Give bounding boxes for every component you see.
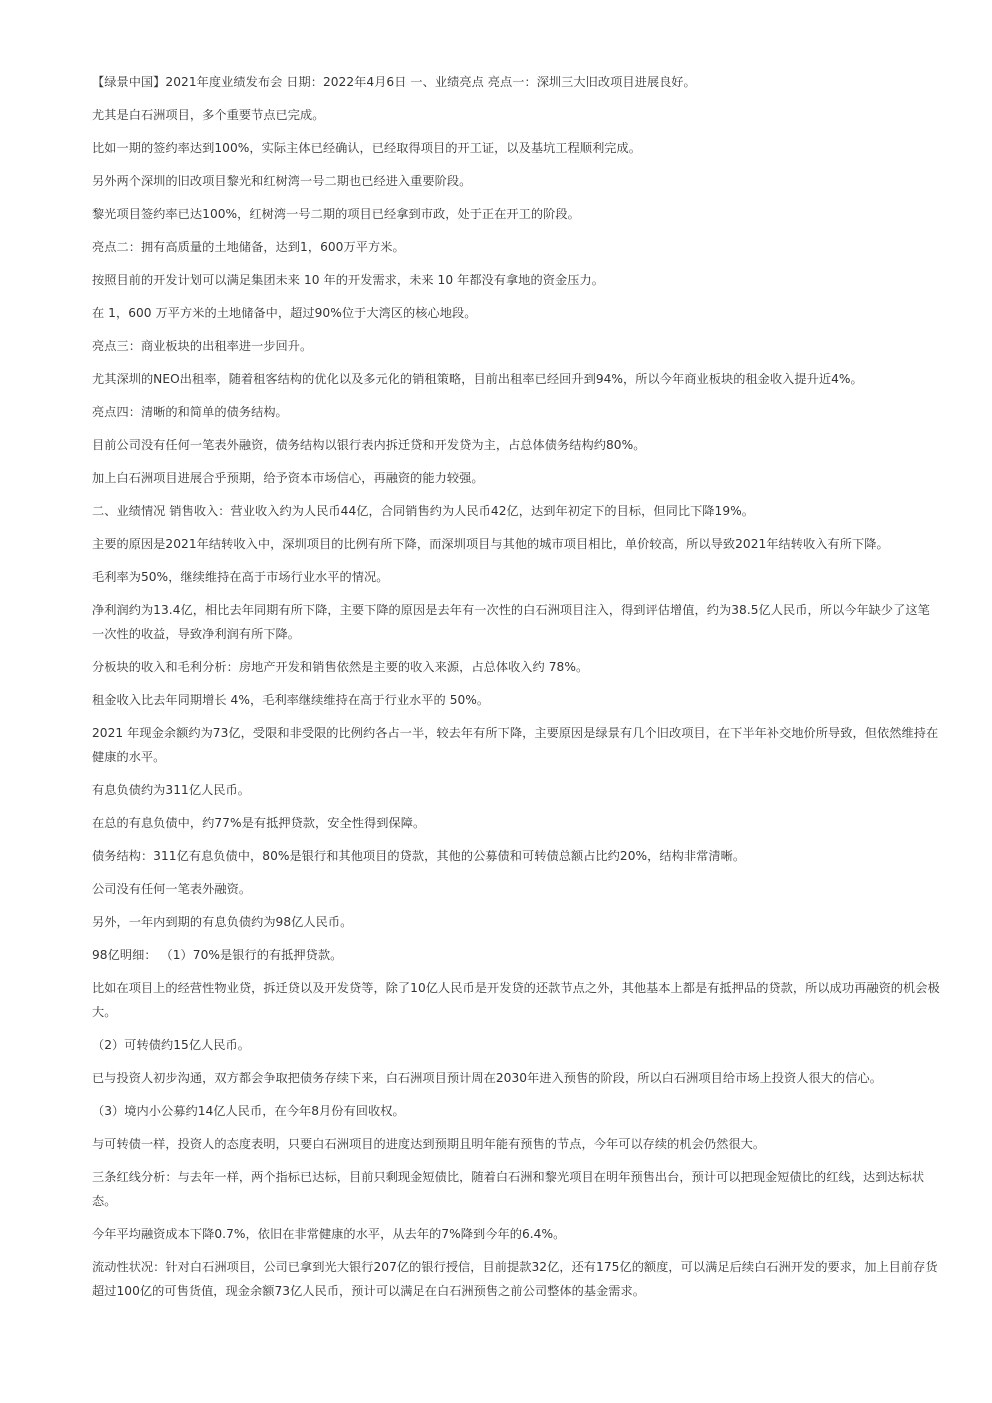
paragraph: 租金收入比去年同期增长 4%，毛利率继续维持在高于行业水平的 50%。 xyxy=(92,693,490,707)
paragraph: 三条红线分析：与去年一样，两个指标已达标，目前只剩现金短债比，随着白石洲和黎光项目在明年预售出台，预计可以把现金短债比的红线，达到达标状态。 xyxy=(92,1170,925,1208)
paragraph: 比如在项目上的经营性物业贷，拆迁贷以及开发贷等，除了10亿人民币是开发贷的还款节点之外，其他基本上都是有抵押品的贷款，所以成功再融资的机会极大。 xyxy=(92,981,940,1019)
paragraph: 按照目前的开发计划可以满足集团未来 10 年的开发需求，未来 10 年都没有拿地的资金压力。 xyxy=(92,273,604,287)
paragraph: 另外两个深圳的旧改项目黎光和红树湾一号二期也已经进入重要阶段。 xyxy=(92,174,472,188)
paragraph: 尤其深圳的NEO出租率，随着租客结构的优化以及多元化的销租策略，目前出租率已经回升到94%，所以今年商业板块的租金收入提升近4%。 xyxy=(92,372,863,386)
paragraph: 债务结构：311亿有息负债中，80%是银行和其他项目的贷款，其他的公募债和可转债总额占比约20%，结构非常清晰。 xyxy=(92,849,746,863)
paragraph: 另外，一年内到期的有息负债约为98亿人民币。 xyxy=(92,915,353,929)
paragraph: 公司没有任何一笔表外融资。 xyxy=(92,882,252,896)
paragraph: 目前公司没有任何一笔表外融资，债务结构以银行表内拆迁贷和开发贷为主，占总体债务结构约80%。 xyxy=(92,438,646,452)
paragraph: 比如一期的签约率达到100%，实际主体已经确认，已经取得项目的开工证，以及基坑工程顺利完成。 xyxy=(92,141,642,155)
paragraph: 【绿景中国】2021年度业绩发布会 日期：2022年4月6日 一、业绩亮点 亮点一：深圳三大旧改项目进展良好。 xyxy=(92,75,696,89)
paragraph: 已与投资人初步沟通，双方都会争取把债务存续下来，白石洲项目预计周在2030年进入预售的阶段，所以白石洲项目给市场上投资人很大的信心。 xyxy=(92,1071,882,1085)
paragraph: 在 1，600 万平方米的土地储备中，超过90%位于大湾区的核心地段。 xyxy=(92,306,477,320)
paragraph: 亮点二：拥有高质量的土地储备，达到1，600万平方米。 xyxy=(92,240,405,254)
paragraph: 今年平均融资成本下降0.7%，依旧在非常健康的水平，从去年的7%降到今年的6.4%。 xyxy=(92,1227,566,1241)
paragraph: 二、业绩情况 销售收入：营业收入约为人民币44亿，合同销售约为人民币42亿，达到年初定下的目标，但同比下降19%。 xyxy=(92,504,755,518)
paragraph: 净利润约为13.4亿，相比去年同期有所下降，主要下降的原因是去年有一次性的白石洲项目注入，得到评估增值，约为38.5亿人民币，所以今年缺少了这笔一次性的收益，导致净利润有所下降。 xyxy=(92,603,930,641)
paragraph: （3）境内小公募约14亿人民币，在今年8月份有回收权。 xyxy=(92,1104,405,1118)
paragraph: 主要的原因是2021年结转收入中，深圳项目的比例有所下降，而深圳项目与其他的城市项目相比，单价较高，所以导致2021年结转收入有所下降。 xyxy=(92,537,889,551)
paragraph: 黎光项目签约率已达100%，红树湾一号二期的项目已经拿到市政，处于正在开工的阶段。 xyxy=(92,207,580,221)
paragraph: 分板块的收入和毛利分析：房地产开发和销售依然是主要的收入来源，占总体收入约 78%。 xyxy=(92,660,589,674)
paragraph: 尤其是白石洲项目，多个重要节点已完成。 xyxy=(92,108,325,122)
paragraph: （2）可转债约15亿人民币。 xyxy=(92,1038,251,1052)
paragraph: 加上白石洲项目进展合乎预期，给予资本市场信心，再融资的能力较强。 xyxy=(92,471,484,485)
paragraph: 在总的有息负债中，约77%是有抵押贷款，安全性得到保障。 xyxy=(92,816,426,830)
paragraph: 流动性状况：针对白石洲项目，公司已拿到光大银行207亿的银行授信，目前提款32亿，还有175亿的额度，可以满足后续白石洲开发的要求，加上目前存货超过100亿的可售货值，现金余额73亿人民币，预计可以满足在白石洲预售之前公司整体的基金需求。 xyxy=(92,1260,938,1298)
paragraph: 98亿明细： （1）70%是银行的有抵押贷款。 xyxy=(92,948,343,962)
paragraph: 亮点三：商业板块的出租率进一步回升。 xyxy=(92,339,313,353)
paragraph: 2021 年现金余额约为73亿，受限和非受限的比例约各占一半，较去年有所下降，主要原因是绿景有几个旧改项目，在下半年补交地价所导致，但依然维持在健康的水平。 xyxy=(92,726,939,764)
paragraph: 亮点四：清晰的和简单的债务结构。 xyxy=(92,405,288,419)
paragraph: 毛利率为50%，继续维持在高于市场行业水平的情况。 xyxy=(92,570,389,584)
paragraph: 有息负债约为311亿人民币。 xyxy=(92,783,251,797)
paragraph: 与可转债一样，投资人的态度表明，只要白石洲项目的进度达到预期且明年能有预售的节点，今年可以存续的机会仍然很大。 xyxy=(92,1137,766,1151)
